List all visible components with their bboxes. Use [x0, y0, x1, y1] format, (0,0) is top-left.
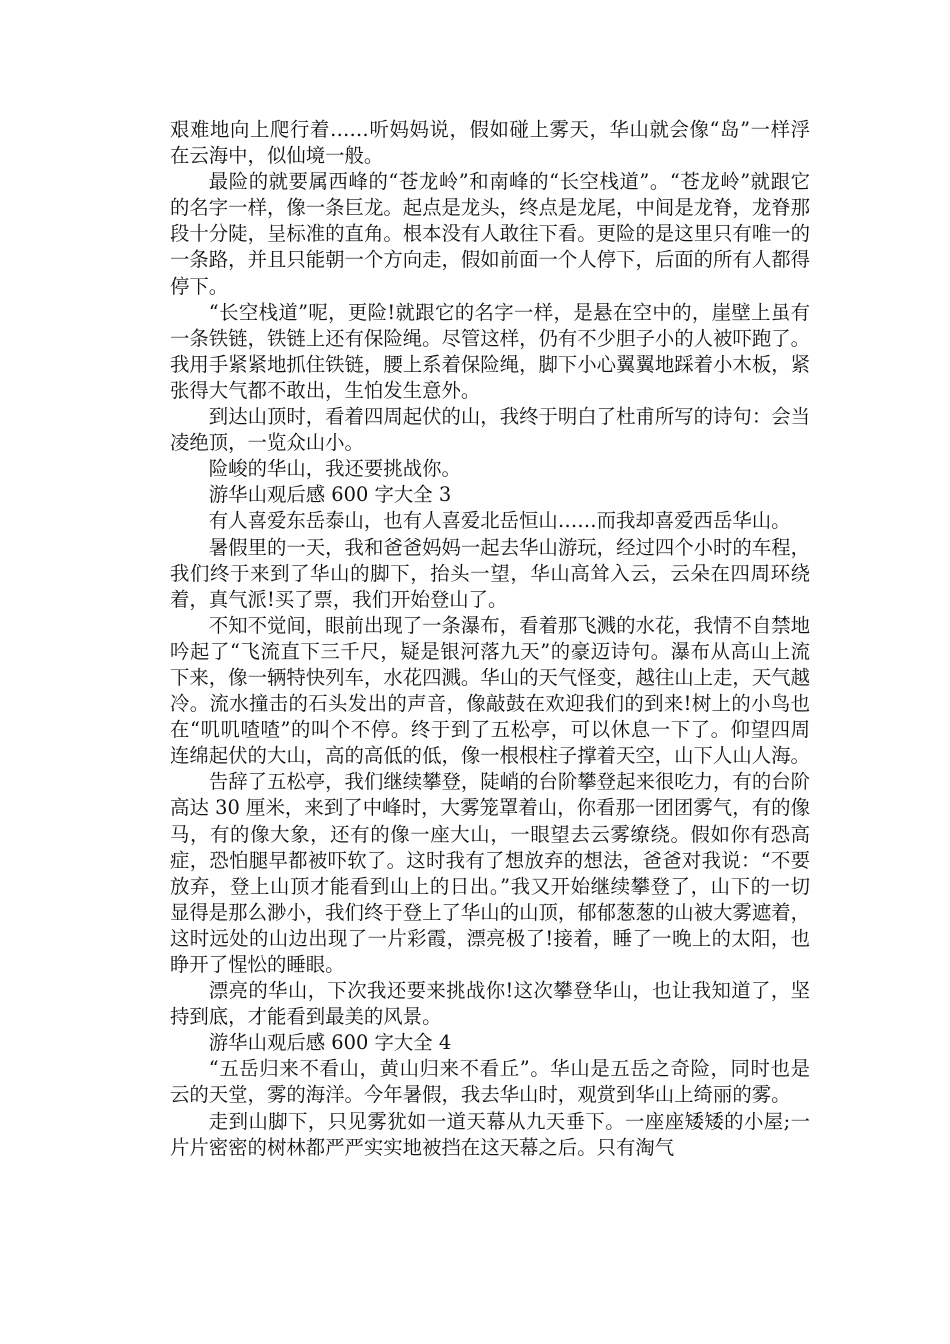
document-page — [170, 117, 810, 1161]
section-heading-4: 游华山观后感 600 字大全 4 — [208, 1031, 452, 1055]
paragraph-10: 告辞了五松亭，我们继续攀登，陡峭的台阶攀登起来很吃力，有的台阶高达 30 厘米，来到了中峰时，大雾笼罩着山，你看那一团团雾气，有的像马，有的像大象，还有的像一座大山，一眼望去云雾缭绕。假如你有恐高症，恐怕腿早都被吓软了。这时我有了想放弃的想法，爸爸对我说：“不要放弃，登上山顶才能看到山上的日出。”我又开始继续攀登了，山下的一切显得是那么渺小，我们终于登上了华山的山顶，郁郁葱葱的山被大雾遮着，这时远处的山边出现了一片彩霞，漂亮极了!接着，睡了一晚上的太阳，也睁开了惺忪的睡眼。 — [170, 770, 810, 976]
paragraph-13: “五岳归来不看山，黄山归来不看丘”。华山是五岳之奇险，同时也是云的天堂，雾的海洋。今年暑假，我去华山时，观赏到华山上绮丽的雾。 — [170, 1057, 810, 1107]
paragraph-3: “长空栈道”呢，更险!就跟它的名字一样，是悬在空中的，崖壁上虽有一条铁链，铁链上还有保险绳。尽管这样，仍有不少胆子小的人被吓跑了。我用手紧紧地抓住铁链，腰上系着保险绳，脚下小心翼翼地踩着小木板，紧张得大气都不敢出，生怕发生意外。 — [170, 300, 810, 402]
paragraph-5: 险峻的华山，我还要挑战你。 — [208, 457, 461, 481]
paragraph-8: 暑假里的一天，我和爸爸妈妈一起去华山游玩，经过四个小时的车程，我们终于来到了华山的脚下，抬头一望，华山高耸入云，云朵在四周环绕着，真气派!买了票，我们开始登山了。 — [170, 535, 810, 611]
paragraph-4: 到达山顶时，看着四周起伏的山，我终于明白了杜甫所写的诗句：会当凌绝顶，一览众山小。 — [170, 405, 810, 455]
paragraph-1: 艰难地向上爬行着……听妈妈说，假如碰上雾天，华山就会像“岛”一样浮在云海中，似仙境一般。 — [170, 118, 810, 168]
paragraph-7: 有人喜爱东岳泰山，也有人喜爱北岳恒山……而我却喜爱西岳华山。 — [208, 509, 791, 533]
section-heading-3: 游华山观后感 600 字大全 3 — [208, 483, 452, 507]
paragraph-14: 走到山脚下，只见雾犹如一道天幕从九天垂下。一座座矮矮的小屋;一片片密密的树林都严严实实地被挡在这天幕之后。只有淘气 — [170, 1109, 810, 1159]
paragraph-11: 漂亮的华山，下次我还要来挑战你!这次攀登华山，也让我知道了，坚持到底，才能看到最美的风景。 — [170, 979, 810, 1029]
paragraph-2: 最险的就要属西峰的“苍龙岭”和南峰的“长空栈道”。“苍龙岭”就跟它的名字一样，像一条巨龙。起点是龙头，终点是龙尾，中间是龙脊，龙脊那段十分陡，呈标准的直角。根本没有人敢往下看。更险的是这里只有唯一的一条路，并且只能朝一个方向走，假如前面一个人停下，后面的所有人都得停下。 — [170, 170, 810, 298]
paragraph-9: 不知不觉间，眼前出现了一条瀑布，看着那飞溅的水花，我情不自禁地吟起了“飞流直下三千尺，疑是银河落九天”的豪迈诗句。瀑布从高山上流下来，像一辆特快列车，水花四溅。华山的天气怪变，越往山上走，天气越冷。流水撞击的石头发出的声音，像敲鼓在欢迎我们的到来!树上的小鸟也在“叽叽喳喳”的叫个不停。终于到了五松亭，可以休息一下了。仰望四周连绵起伏的大山，高的高低的低，像一根根柱子撑着天空，山下人山人海。 — [170, 613, 810, 768]
